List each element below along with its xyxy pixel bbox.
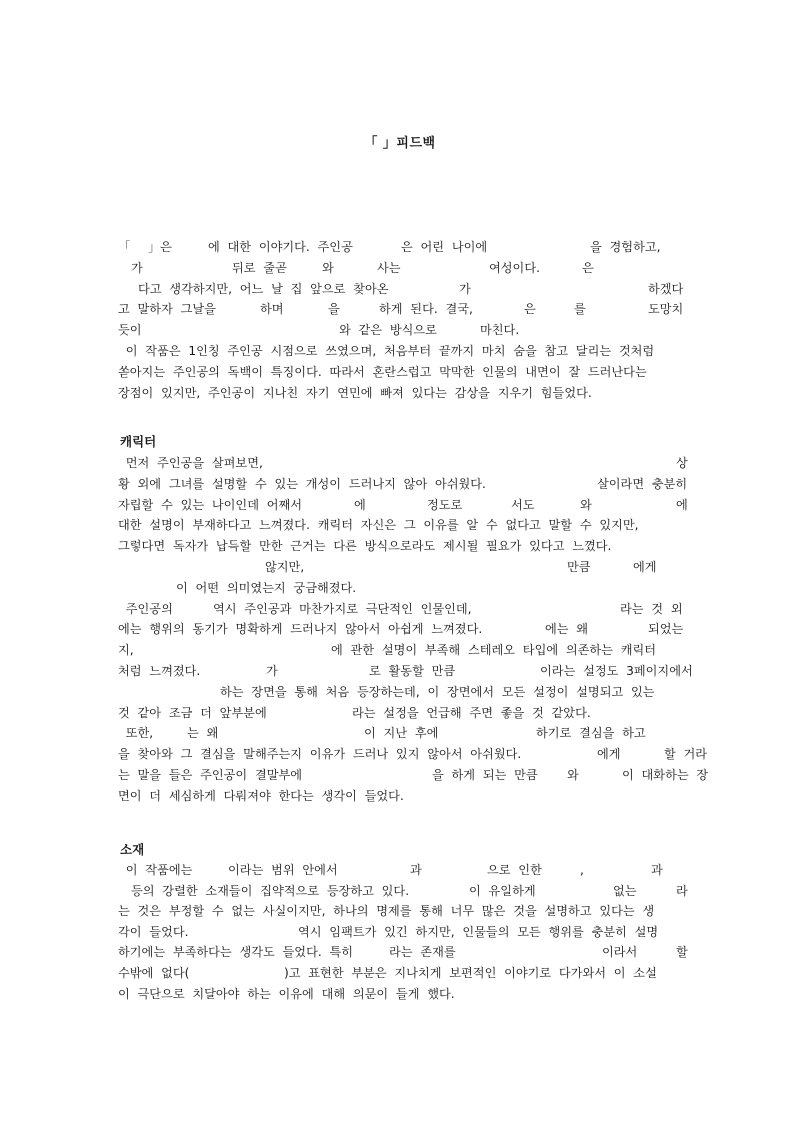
text-segment: 등의 강렬한 소재들이 집약적으로 등장하고 있다.	[131, 883, 410, 898]
text-segment: 각이 들었다.	[118, 924, 189, 939]
intro-line	[0, 320, 800, 340]
text-segment: 으로 인한	[487, 863, 542, 877]
text-segment: 에는 왜	[545, 622, 589, 637]
text-segment: 하며	[260, 302, 284, 317]
text-segment: 을	[328, 302, 340, 317]
material-line	[0, 881, 800, 901]
text-segment: 장점이 있지만, 주인공이 지나친 자기 연민에 빠져 있다는 감상을 지우기 힘들었다.	[118, 385, 592, 400]
material-line	[0, 922, 800, 942]
character-line	[0, 578, 800, 598]
character-line	[0, 703, 800, 723]
intro-line	[0, 299, 800, 319]
character-line	[0, 619, 800, 639]
text-segment: 하게 된다. 결국,	[379, 302, 473, 317]
section-heading-character	[0, 432, 800, 452]
text-segment: 또한,	[118, 726, 154, 741]
text-segment: 면이 더 세심하게 다뤄져야 한다는 생각이 들었다.	[118, 788, 404, 803]
text-segment: 쏟아지는 주인공의 독백이 특징이다. 따라서 혼란스럽고 막막한 인물의 내면이 잘 드러난다는	[118, 364, 647, 379]
text-segment: 할 거라	[664, 747, 708, 762]
text-segment: 대한 설명이 부재하다고 느껴졌다. 캐릭터 자신은 그 이유를 알 수 없다고 말할 수 있지만,	[118, 518, 639, 533]
intro-line	[0, 362, 800, 382]
text-segment: 「	[118, 240, 131, 254]
text-segment: 뒤로 줄곧	[232, 260, 287, 275]
text-segment: 을 찾아와 그 결심을 말해주는지 이유가 드러나 있지 않아서 아쉬웠다.	[118, 747, 522, 762]
intro-line	[0, 258, 800, 278]
text-segment: 에	[676, 497, 688, 512]
text-segment: 처럼 느껴졌다.	[118, 664, 201, 678]
text-segment: )고 표현한 부분은 지나치게 보편적인 이야기로 다가와서 이 소설	[284, 966, 657, 980]
character-line	[0, 640, 800, 660]
text-segment: 역시 주인공과 마찬가지로 극단적인 인물인데,	[213, 601, 472, 616]
text-segment: 에 관한 설명이 부족해 스테레오 타입에 의존하는 캐릭터	[331, 643, 657, 658]
character-line	[0, 495, 800, 515]
intro-line	[0, 279, 800, 299]
text-segment: 하기로 결심을 하고	[536, 726, 646, 741]
text-segment: 와	[567, 768, 579, 782]
character-line	[0, 661, 800, 681]
text-segment: 이 작품은 1인칭 주인공 시점으로 쓰였으며, 처음부터 끝까지 마치 숨을 참고 달리는 것처럼	[118, 344, 655, 358]
character-line	[0, 515, 800, 535]
text-segment: 이 대화하는 장	[622, 768, 709, 782]
text-segment: 에게	[633, 560, 657, 574]
text-segment: 는 말을 들은 주인공이 결말부에	[118, 768, 303, 782]
intro-line	[0, 383, 800, 403]
character-line	[0, 557, 800, 577]
text-segment: 먼저 주인공을 살펴보면,	[118, 456, 263, 470]
text-segment: 도망치	[648, 302, 684, 317]
text-segment: 이라서	[602, 945, 638, 960]
text-segment: 가	[131, 260, 143, 275]
intro-line	[0, 237, 800, 257]
text-segment: 이 작품에는	[118, 863, 193, 877]
text-segment: 가	[266, 664, 278, 678]
character-line	[0, 765, 800, 785]
character-line	[0, 682, 800, 702]
character-line	[0, 786, 800, 806]
text-segment: 을 경험하고,	[590, 240, 661, 254]
text-segment: 다고 생각하지만, 어느 날 집 앞으로 찾아온	[138, 281, 389, 296]
text-segment: 와	[580, 497, 592, 512]
text-segment: 주인공의	[118, 601, 173, 616]
text-segment: 와 같은 방식으로	[339, 323, 437, 338]
text-segment: 은 어린 나이에	[401, 240, 488, 254]
text-segment: ,	[580, 863, 584, 877]
character-line	[0, 599, 800, 619]
text-segment: 로 활동할 만큼	[369, 664, 456, 678]
text-segment: 마친다.	[480, 323, 520, 338]
text-segment: 만큼	[567, 560, 591, 574]
text-segment: 정도로	[427, 497, 463, 512]
text-segment: 하겠다	[648, 281, 684, 296]
text-segment: 에게	[597, 747, 621, 762]
text-segment: 서도	[511, 497, 535, 512]
text-segment: 라는 존재를	[389, 945, 456, 960]
text-segment: 자립할 수 있는 나이인데 어째서	[118, 497, 303, 512]
text-segment: 것 같아 조금 더 앞부분에	[118, 705, 267, 720]
character-line	[0, 453, 800, 473]
text-segment: 수밖에 없다(	[118, 966, 190, 980]
text-segment: 과	[651, 863, 663, 877]
text-segment: 에	[354, 497, 366, 512]
text-segment: 라는 설정을 언급해 주면 좋을 것 같았다.	[352, 705, 591, 720]
text-segment: 되었는	[648, 622, 684, 637]
material-line	[0, 984, 800, 1004]
text-segment: 하기에는 부족하다는 생각도 들었다. 특히	[118, 945, 354, 960]
text-segment: 이 어떤 의미였는지 궁금해졌다.	[176, 580, 357, 595]
text-segment: 않지만,	[265, 560, 305, 574]
text-segment: 없는	[613, 883, 637, 898]
intro-line	[0, 341, 800, 361]
text-segment: 이라는 설정도 3페이지에서	[540, 664, 693, 678]
text-segment: 는 것은 부정할 수 없는 사실이지만, 하나의 명제를 통해 너무 많은 것을 설명하고 있다는 생	[118, 904, 655, 919]
text-segment: 가	[459, 281, 471, 296]
text-segment: 지,	[118, 643, 134, 658]
text-segment: 역시 임팩트가 있긴 하지만, 인물들의 모든 행위를 충분히 설명	[298, 924, 659, 939]
material-line	[0, 963, 800, 983]
text-segment: 이라는 범위 안에서	[228, 863, 338, 877]
text-segment: 살이라면 충분히	[597, 476, 688, 491]
page-title: 「 」피드백	[364, 136, 436, 151]
character-line	[0, 474, 800, 494]
text-segment: 」은	[148, 240, 172, 254]
text-segment: 를	[574, 302, 586, 317]
text-segment: 라는 것 외	[620, 601, 683, 616]
text-segment: 는 왜	[187, 726, 219, 741]
text-segment: 이 지난 후에	[364, 726, 439, 741]
text-segment: 은	[524, 302, 536, 317]
text-segment: 여성이다.	[489, 260, 540, 275]
text-segment: 상	[676, 456, 688, 470]
text-segment: 이 유일하게	[469, 883, 536, 898]
text-segment: 에는 행위의 동기가 명확하게 드러나지 않아서 아쉽게 느껴졌다.	[118, 622, 483, 637]
section-heading-character-label: 캐릭터	[120, 434, 157, 449]
section-heading-material	[0, 840, 800, 860]
section-heading-material-label: 소재	[120, 842, 145, 857]
text-segment: 듯이	[118, 323, 142, 338]
text-segment: 황 외에 그녀를 설명할 수 있는 개성이 드러나지 않아 아쉬웠다.	[118, 476, 486, 491]
material-line	[0, 942, 800, 962]
text-segment: 그렇다면 독자가 납득할 만한 근거는 다른 방식으로라도 제시될 필요가 있다고 느꼈다.	[118, 539, 612, 554]
text-segment: 과	[410, 863, 422, 877]
character-line	[0, 536, 800, 556]
text-segment: 라	[676, 883, 688, 898]
material-line	[0, 901, 800, 921]
text-segment: 을 하게 되는 만큼	[432, 768, 538, 782]
character-line	[0, 723, 800, 743]
text-segment: 하는 장면을 통해 처음 등장하는데, 이 장면에서 모든 설정이 설명되고 있는	[220, 684, 655, 699]
text-segment: 고 말하자 그날을	[118, 302, 216, 317]
text-segment: 사는	[377, 260, 401, 275]
text-segment: 이 극단으로 치달아야 하는 이유에 대해 의문이 들게 했다.	[118, 986, 455, 1001]
material-line	[0, 860, 800, 880]
text-segment: 은	[582, 260, 594, 275]
text-segment: 와	[322, 260, 334, 275]
text-segment: 에 대한 이야기다. 주인공	[208, 240, 353, 254]
text-segment: 할	[676, 945, 688, 960]
character-line	[0, 744, 800, 764]
